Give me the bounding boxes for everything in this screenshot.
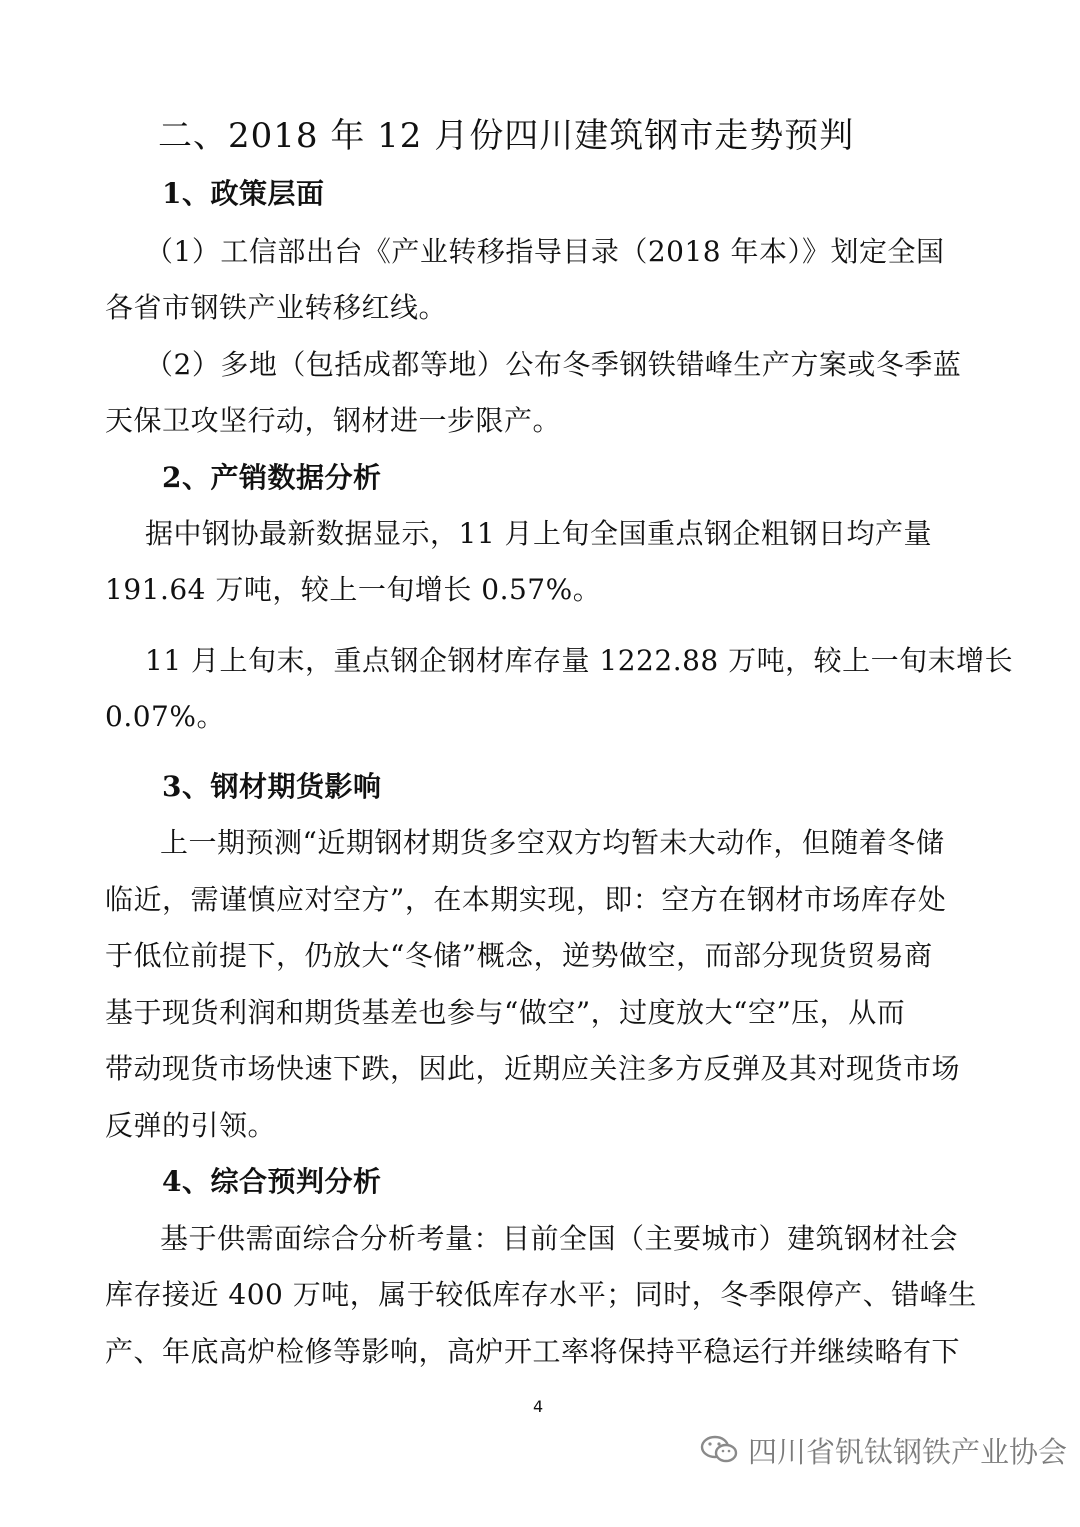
section-heading-sales: 2、产销数据分析 [162,461,382,494]
paragraph-line: 库存接近 400 万吨，属于较低库存水平；同时，冬季限停产、错峰生 [105,1278,977,1311]
section-heading-policy: 1、政策层面 [162,177,325,210]
page-number: 4 [533,1397,544,1416]
paragraph-line: 于低位前提下，仍放大“冬储”概念，逆势做空，而部分现货贸易商 [105,939,933,972]
page-title: 二、2018 年 12 月份四川建筑钢市走势预判 [158,116,855,156]
section-heading-forecast: 4、综合预判分析 [162,1165,382,1198]
paragraph-line: 各省市钢铁产业转移红线。 [105,291,448,324]
paragraph-line: 天保卫攻坚行动，钢材进一步限产。 [105,404,562,437]
paragraph-line: 基于现货利润和期货基差也参与“做空”，过度放大“空”压，从而 [105,996,906,1029]
section-heading-futures: 3、钢材期货影响 [162,770,382,803]
paragraph-line: （2）多地（包括成都等地）公布冬季钢铁错峰生产方案或冬季蓝 [145,348,962,381]
paragraph-line: 据中钢协最新数据显示，11 月上旬全国重点钢企粗钢日均产量 [145,517,933,550]
paragraph-line: 产、年底高炉检修等影响，高炉开工率将保持平稳运行并继续略有下 [105,1335,961,1368]
wechat-icon [700,1433,740,1467]
paragraph-line: 191.64 万吨，较上一旬增长 0.57%。 [105,573,602,606]
watermark [700,1430,1067,1470]
paragraph-line: 0.07%。 [105,700,225,733]
paragraph-line: 带动现货市场快速下跌，因此，近期应关注多方反弹及其对现货市场 [105,1052,961,1085]
paragraph-line: 临近，需谨慎应对空方”，在本期实现，即：空方在钢材市场库存处 [105,883,947,916]
paragraph-line: （1）工信部出台《产业转移指导目录（2018 年本）》划定全国 [145,235,945,268]
paragraph-line: 11 月上旬末，重点钢企钢材库存量 1222.88 万吨，较上一旬末增长 [145,644,1014,677]
paragraph-line: 反弹的引领。 [105,1109,277,1142]
paragraph-line: 基于供需面综合分析考量：目前全国（主要城市）建筑钢材社会 [160,1222,959,1255]
watermark-text: 四川省钒钛钢铁产业协会 [748,1434,1068,1469]
paragraph-line: 上一期预测“近期钢材期货多空双方均暂未大动作，但随着冬储 [160,826,945,859]
